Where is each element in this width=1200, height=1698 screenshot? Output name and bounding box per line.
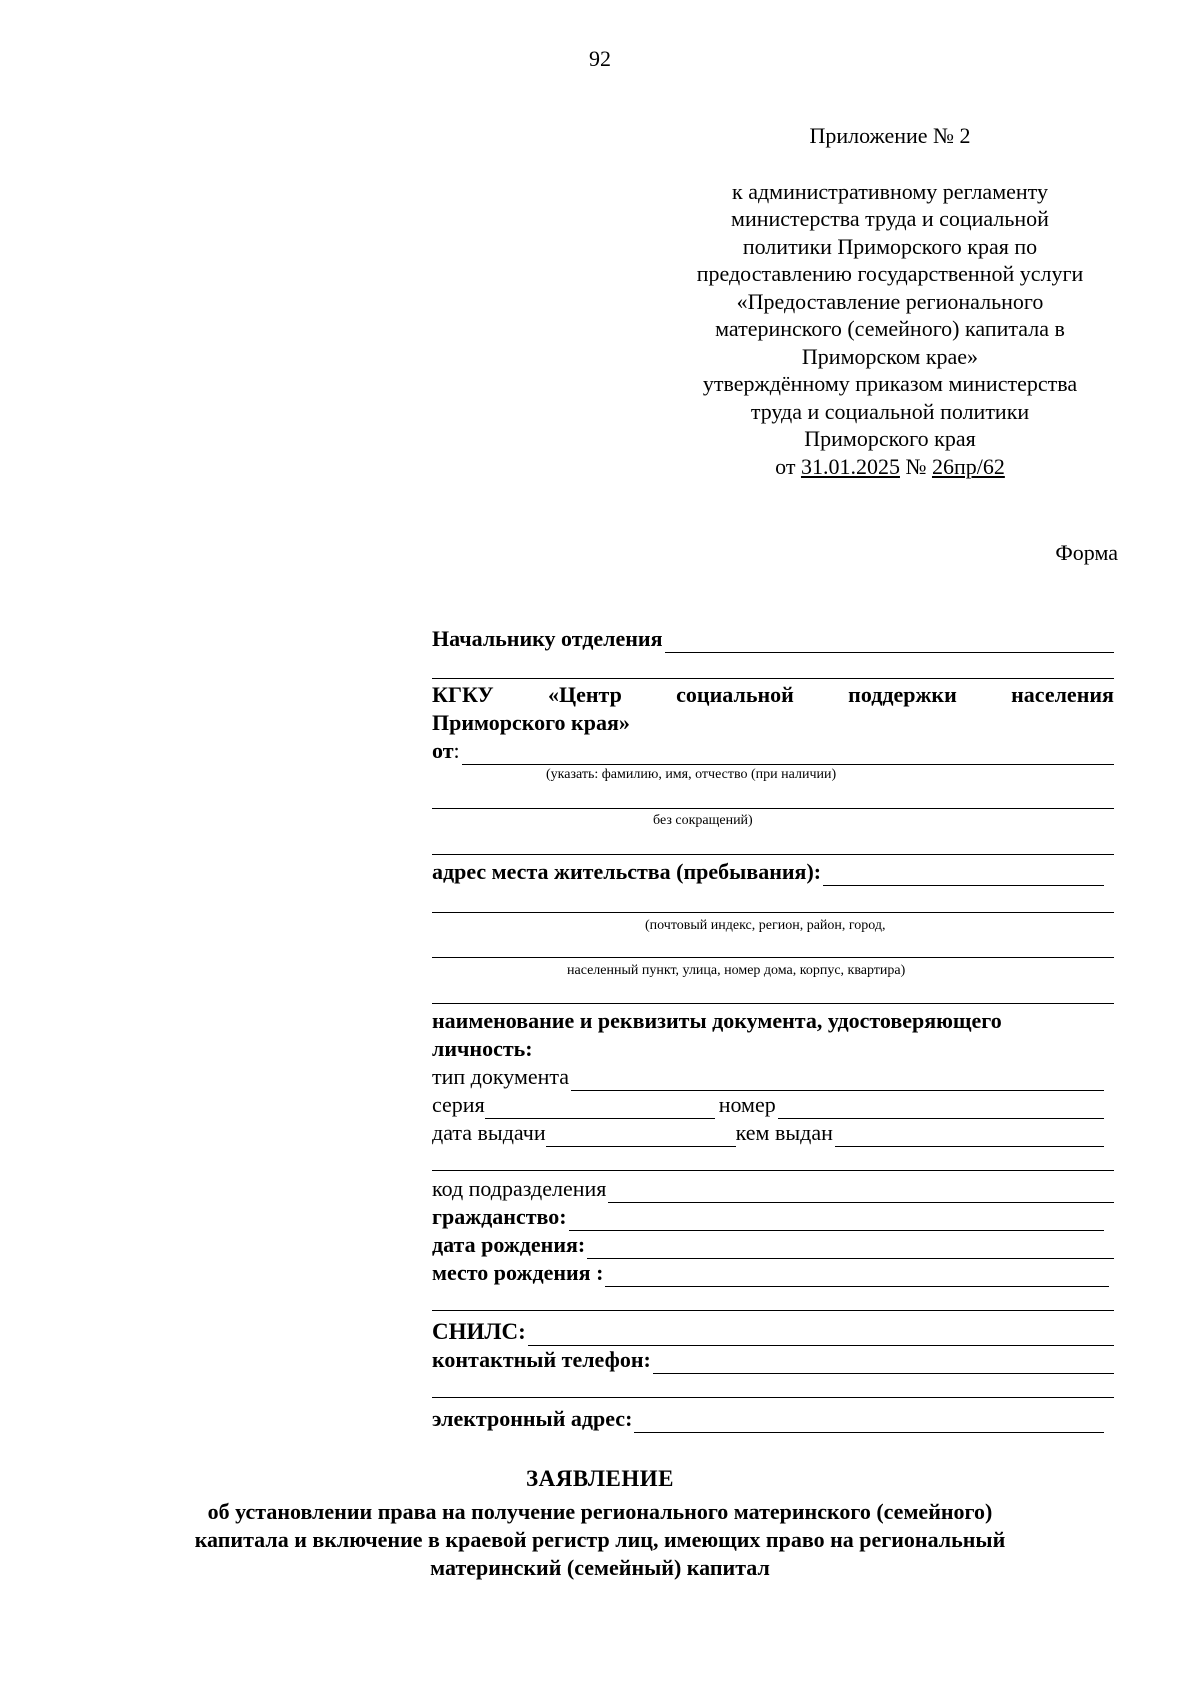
hint-address-2: населенный пункт, улица, номер дома, корпус, квартира) [567,963,906,978]
snils-row: СНИЛС: [432,1318,1114,1346]
address-row: адрес места жительства (пребывания): [432,858,1114,886]
series-number-row: серия номер [432,1091,1114,1119]
hint-fio: (указать: фамилию, имя, отчество (при наличии) [546,767,837,782]
appendix-line: к административному регламенту [732,178,1048,204]
applicant-name-field-2[interactable] [432,808,1114,809]
statement-subtitle-line: капитала и включение в краевой регистр лиц, имеющих право на региональный [194,1527,1006,1552]
from-row: от : [432,737,1114,765]
email-row: электронный адрес: [432,1405,1114,1433]
appendix-line: Приморском крае» [801,343,979,369]
citizenship-row: гражданство: [432,1203,1114,1231]
id-doc-heading-2: личность: [432,1036,533,1061]
blank-line[interactable] [432,854,1114,855]
appendix-line: труда и социальной политики [750,398,1030,424]
doc-type-row: тип документа [432,1063,1114,1091]
issue-row: дата выдачи кем выдан [432,1119,1114,1147]
appendix-header [665,122,1115,480]
order-number: 26пр/62 [931,453,1005,479]
birth-place-field[interactable] [605,1264,1109,1287]
statement-title: ЗАЯВЛЕНИЕ [526,1466,674,1491]
appendix-line: министерства труда и социальной [731,206,1049,231]
birth-place-field-2[interactable] [432,1310,1114,1311]
head-label: Начальнику отделения [432,626,663,651]
snils-field[interactable] [528,1323,1114,1346]
blank-line[interactable] [432,678,1114,679]
birth-date-row: дата рождения: [432,1231,1114,1259]
address-field-3[interactable] [432,957,1114,958]
doc-type-field[interactable] [571,1068,1104,1091]
email-field[interactable] [634,1410,1104,1433]
appendix-line: «Предоставление регионального [736,288,1044,314]
blank-line[interactable] [432,1003,1114,1004]
division-code-row: код подразделения [432,1175,1114,1203]
issued-by-field-2[interactable] [432,1170,1114,1171]
order-date: 31.01.2025 [800,453,900,479]
phone-field-2[interactable] [432,1397,1114,1398]
id-doc-heading: наименование и реквизиты документа, удостоверяющего [432,1008,1002,1033]
appendix-line: предоставлению государственной услуги [696,261,1084,286]
hint-no-abbreviations: без сокращений) [653,813,753,828]
applicant-name-field[interactable] [462,742,1114,765]
form-label: Форма [1055,540,1118,565]
org-name-row-2: Приморского края» [432,710,630,735]
appendix-line: материнского (семейного) капитала в [715,316,1065,341]
statement-title-block [150,1466,1050,1582]
issued-by-field[interactable] [835,1124,1104,1147]
hint-address-1: (почтовый индекс, регион, район, город, [645,918,886,933]
page-number: 92 [589,46,611,71]
appendix-line: утверждённому приказом министерства [702,371,1078,396]
address-field[interactable] [823,863,1104,886]
order-date-line: от 31.01.2025 № 26пр/62 [775,453,1005,479]
number-field[interactable] [778,1096,1104,1119]
phone-row: контактный телефон: [432,1346,1114,1374]
statement-subtitle-line: материнский (семейный) капитал [430,1555,770,1580]
appendix-title: Приложение № 2 [809,123,971,148]
phone-field[interactable] [653,1351,1114,1374]
statement-subtitle-line: об установлении права на получение регионального материнского (семейного) [207,1499,993,1524]
issue-date-field[interactable] [546,1124,736,1147]
series-field[interactable] [485,1096,715,1119]
appendix-line: Приморского края [804,426,976,451]
head-of-department-row [432,625,1114,653]
appendix-line: политики Приморского края по [742,233,1038,259]
head-name-field[interactable] [665,630,1114,653]
birth-date-field[interactable] [587,1236,1114,1259]
division-code-field[interactable] [608,1180,1114,1203]
birth-place-row: место рождения : [432,1259,1114,1287]
org-name-row: КГКУ «Центр социальной поддержки населения [432,682,1114,707]
citizenship-field[interactable] [569,1208,1104,1231]
address-field-2[interactable] [432,912,1114,913]
